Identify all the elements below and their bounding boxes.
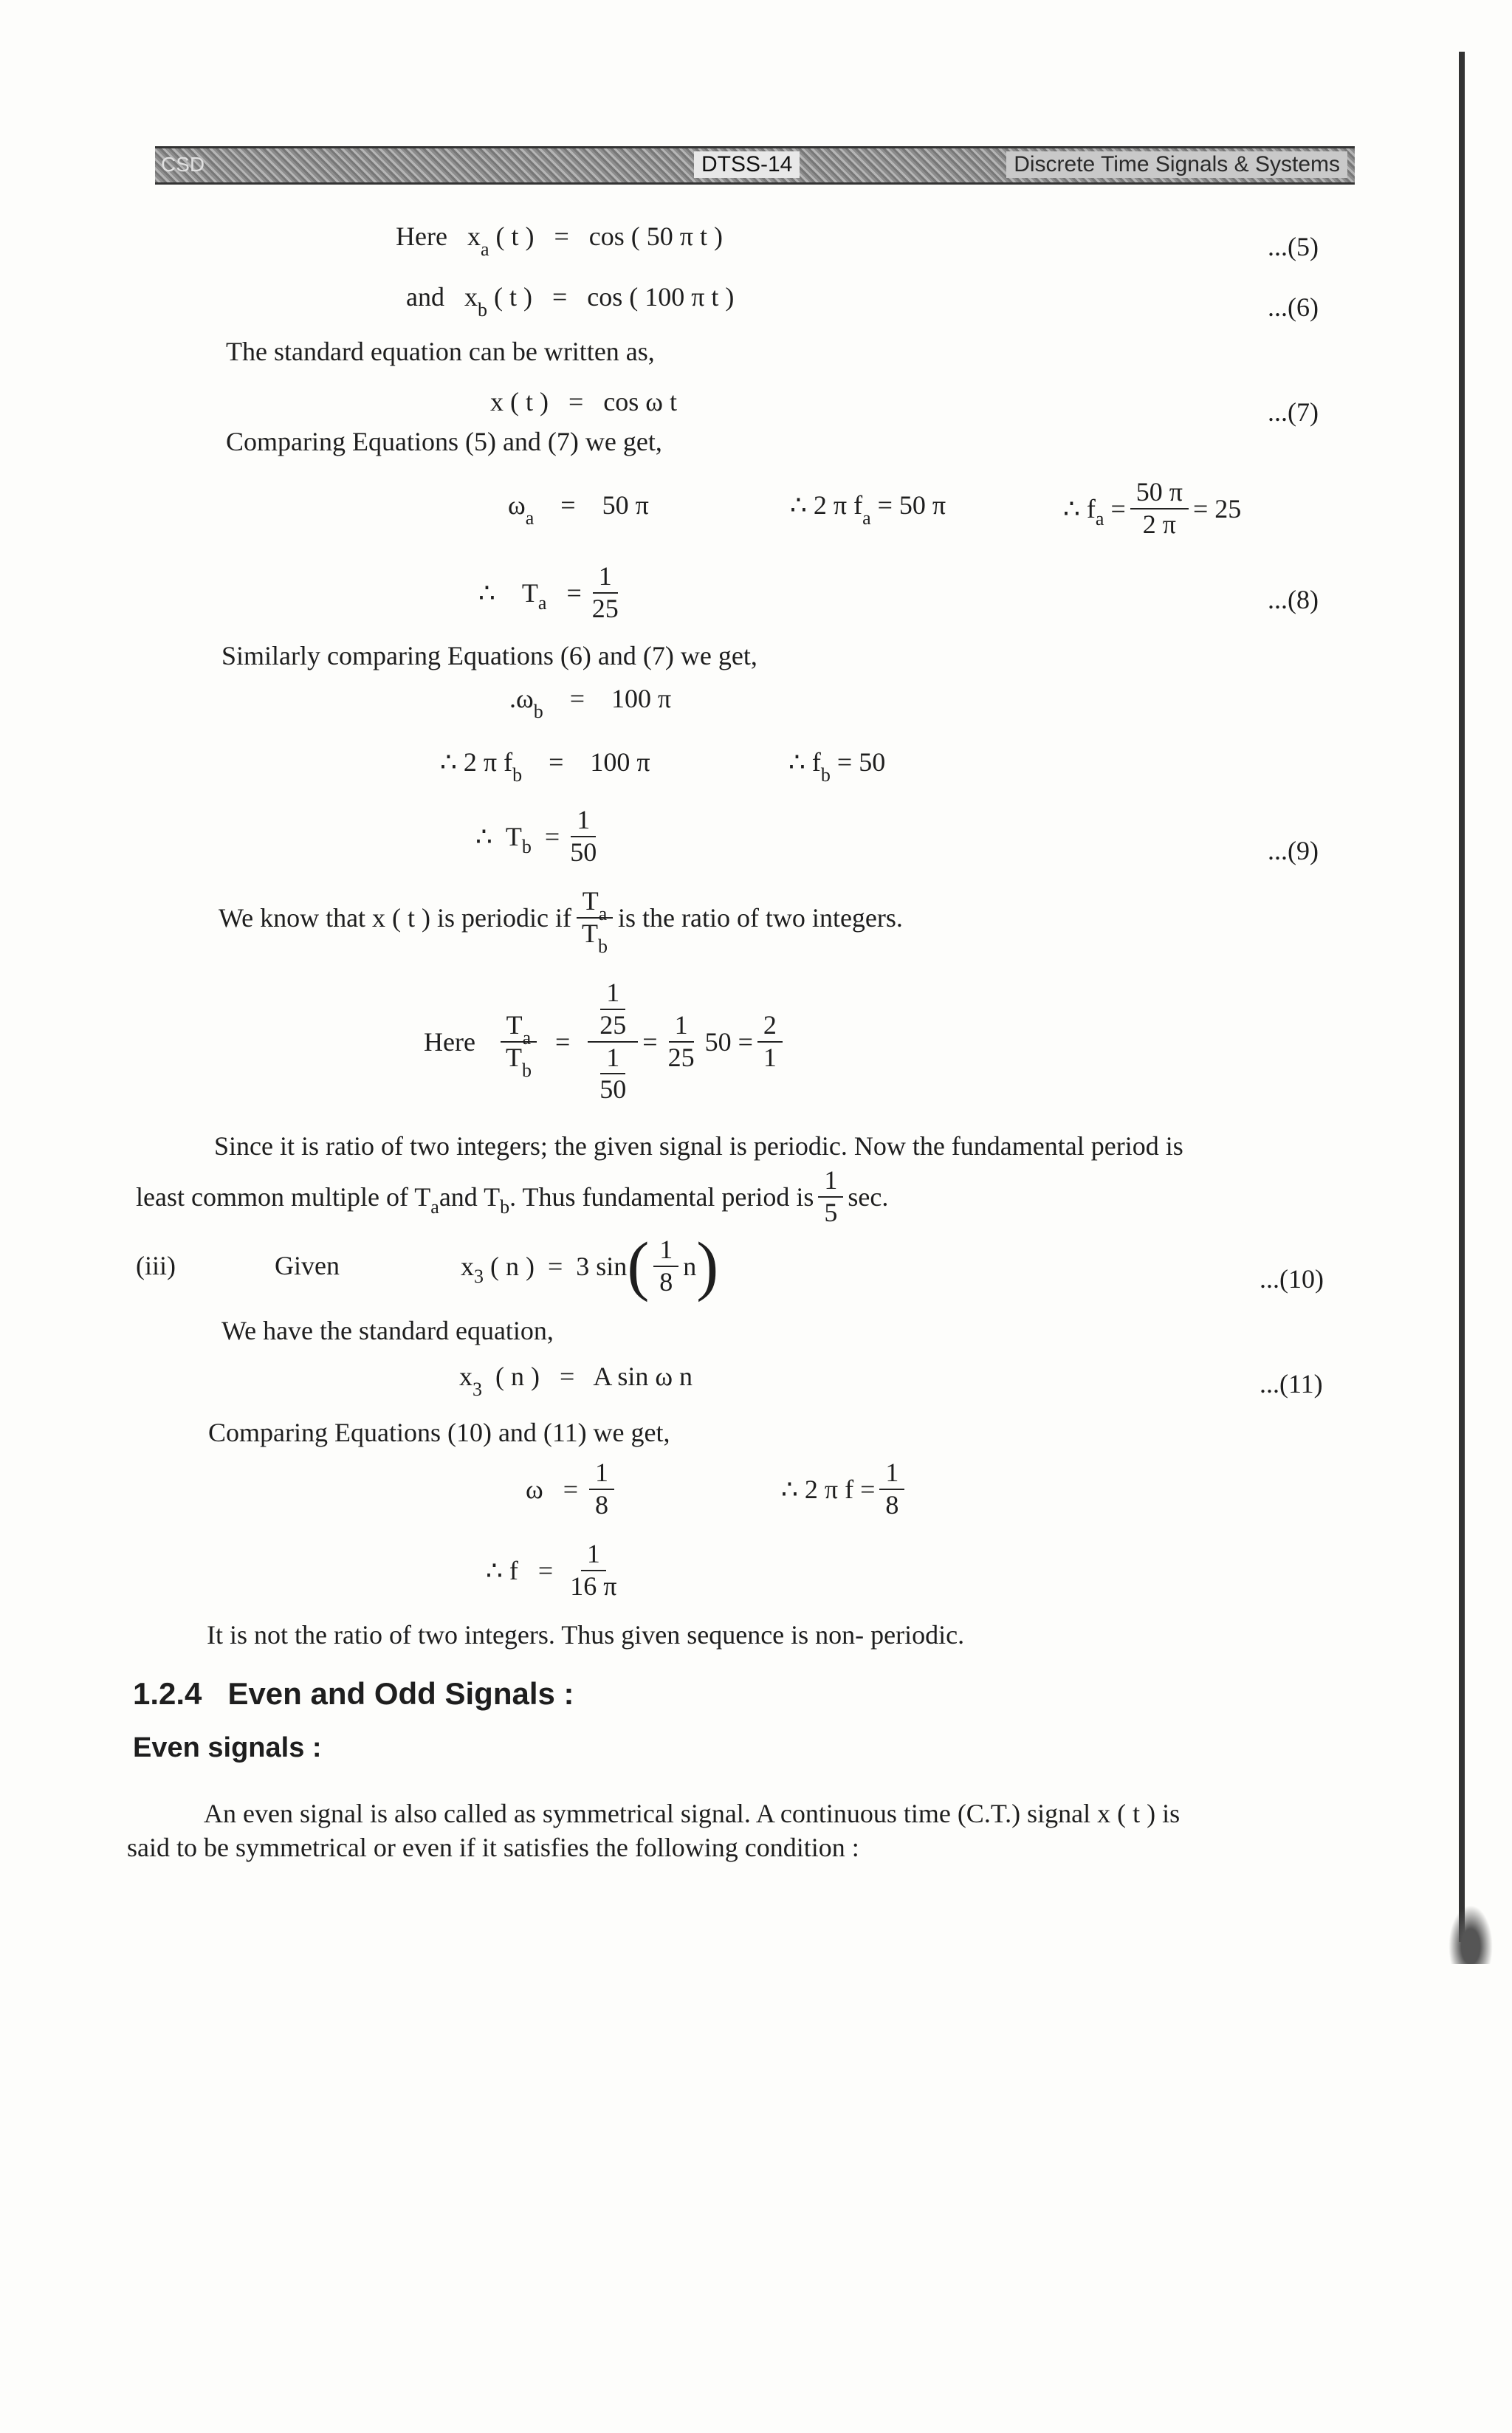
eq10-given: Given [275, 1251, 340, 1280]
fundamental-period-den: 5 [824, 1197, 838, 1227]
ratio-ta-sub: a [522, 1026, 532, 1049]
eq11-lhs: x [459, 1362, 472, 1391]
eq5-sub: a [480, 239, 489, 260]
two-pi-fb [440, 747, 650, 786]
omega-b-equals: = [569, 684, 585, 713]
eq10-roman: (iii) [136, 1251, 176, 1280]
since-line-2-unit: sec. [848, 1181, 889, 1212]
section-number: 1.2.4 [133, 1676, 202, 1711]
eq9-fraction [564, 806, 602, 867]
page-header [155, 146, 1355, 185]
fb-value [788, 747, 886, 786]
eq6-label: and [406, 282, 444, 312]
eq5-arg: ( t ) [495, 222, 535, 251]
fb-pre: ∴ f [788, 747, 821, 777]
ratio-tb-t: T [505, 1042, 522, 1072]
eq6-equals: = [551, 282, 568, 312]
section-title: Even and Odd Signals : [227, 1676, 574, 1711]
omega-3-den: 8 [595, 1489, 609, 1520]
eq8-den: 25 [591, 593, 619, 623]
f-3-den: 16 π [570, 1571, 617, 1601]
two-pi-f-3-num: 1 [879, 1459, 904, 1490]
f-3-equals: = [537, 1555, 554, 1585]
ratio-bot-num: 1 [600, 1044, 625, 1075]
omega-a-rhs: 50 π [602, 490, 649, 520]
periodic-condition-text [219, 886, 903, 957]
since-line-2-sub-a: a [430, 1195, 439, 1218]
fa-pre: ∴ f [1063, 493, 1096, 524]
eq5 [396, 222, 723, 260]
omega-a-lhs: ω [508, 490, 526, 520]
omega-3-fraction [589, 1459, 614, 1520]
eq10-lhs: x [461, 1252, 474, 1281]
fa-fraction-den: 2 π [1142, 509, 1176, 539]
fb-sub: b [820, 764, 831, 786]
two-pi-f-3-den: 8 [885, 1489, 899, 1520]
fa-result: = 25 [1192, 493, 1242, 524]
two-pi-fa-post: = 50 π [870, 490, 946, 520]
fa-equals: = [1110, 493, 1126, 524]
two-pi-f-3-pre: ∴ 2 π f = [781, 1474, 876, 1504]
since-line-1: Since it is ratio of two integers; the given signal is periodic. Now the fundamental period is [214, 1131, 1183, 1161]
eq10-number: ...(10) [1260, 1264, 1324, 1294]
ratio-top-num: 1 [600, 979, 625, 1010]
eq8-equals: = [566, 577, 582, 608]
omega-a-equals: = [560, 490, 576, 520]
eq10-num: 1 [653, 1236, 678, 1267]
omega-b-sub: b [533, 701, 543, 722]
eq8-sub: a [537, 591, 547, 614]
compare-10-11-text: Comparing Equations (10) and (11) we get, [208, 1418, 670, 1447]
eq8-number: ...(8) [1268, 585, 1319, 614]
eq10-sub: 3 [474, 1266, 484, 1287]
periodic-ratio-den-sub: b [597, 935, 608, 957]
eq10-den: 8 [659, 1267, 673, 1297]
eq10-left-paren: ( [627, 1229, 650, 1303]
eq6-number: ...(6) [1268, 292, 1319, 322]
header-title: Discrete Time Signals & Systems [1006, 151, 1347, 178]
two-pi-fb-equals: = [549, 747, 564, 777]
fb-result: = 50 [830, 747, 886, 777]
ratio-equals-2: = [642, 1026, 658, 1057]
periodic-ratio-den-t: T [581, 918, 598, 948]
omega-a-sub: a [525, 507, 535, 529]
omega-b [509, 684, 672, 722]
eq11-number: ...(11) [1260, 1369, 1323, 1399]
omega-a [508, 490, 649, 529]
since-line-2 [136, 1167, 888, 1227]
omega-3-equals: = [563, 1474, 579, 1504]
ratio-ta-tb [500, 1009, 537, 1081]
ratio-ta [501, 1009, 537, 1049]
periodic-text-pre: We know that x ( t ) is periodic if [219, 902, 571, 933]
two-pi-f-3 [781, 1459, 909, 1520]
omega-b-rhs: 100 π [611, 684, 672, 713]
eq11-sub: 3 [472, 1379, 482, 1400]
eq9-number: ...(9) [1268, 836, 1319, 865]
eq8-therefore: ∴ [478, 577, 495, 608]
eq7-number: ...(7) [1268, 397, 1319, 427]
eq9 [475, 806, 607, 867]
eq10-right-paren: ) [696, 1229, 719, 1303]
eq6-rhs: cos ( 100 π t ) [587, 282, 735, 312]
ratio-tb-sub: b [521, 1059, 532, 1081]
since-line-2-sub-b: b [500, 1195, 510, 1218]
paragraph-line-2: said to be symmetrical or even if it satisfies the following condition : [127, 1833, 859, 1862]
since-line-2-post: . Thus fundamental period is [509, 1181, 814, 1212]
ratio-label: Here [424, 1026, 475, 1057]
ratio-bottom-fraction [588, 1043, 638, 1105]
ratio-equation [424, 979, 787, 1104]
subsection-heading: Even signals : [133, 1732, 322, 1763]
omega-3-lhs: ω [526, 1474, 543, 1504]
eq8 [478, 563, 629, 623]
eq11 [459, 1362, 693, 1400]
periodic-ratio-num-t: T [582, 886, 599, 916]
two-pi-fa [790, 490, 946, 529]
eq7-lhs: x ( t ) [490, 387, 549, 416]
standard-equation-text: The standard equation can be written as, [226, 337, 655, 366]
ratio-mid-value: 50 [704, 1026, 732, 1057]
two-pi-fa-sub: a [862, 507, 871, 529]
ratio-top-fraction [588, 979, 638, 1043]
f-3-fraction [564, 1540, 622, 1601]
eq6 [406, 282, 735, 320]
eq10-arg: ( n ) [490, 1252, 535, 1281]
periodic-ratio-fraction [576, 886, 614, 957]
ratio-f3-num: 2 [757, 1012, 783, 1043]
paragraph-line-1: An even signal is also called as symmetrical signal. A continuous time (C.T.) signal x ( t ) is [204, 1799, 1181, 1828]
ratio-f3-den: 1 [763, 1042, 777, 1072]
fundamental-period-fraction [818, 1167, 843, 1227]
f-3-num: 1 [581, 1540, 606, 1571]
periodic-ratio-num [577, 886, 614, 924]
eq10-rhs: 3 sin [576, 1252, 628, 1281]
eq9-therefore: ∴ [475, 821, 492, 851]
ratio-f2-den: 25 [667, 1042, 695, 1072]
eq7-rhs: cos ω t [603, 387, 677, 416]
eq11-arg: ( n ) [495, 1362, 540, 1391]
ratio-bot-den: 50 [599, 1074, 627, 1105]
eq9-num: 1 [571, 806, 596, 837]
section-heading [133, 1676, 574, 1712]
periodic-text-post: is the ratio of two integers. [617, 902, 903, 933]
fundamental-period-num: 1 [818, 1167, 843, 1198]
eq10-fraction [653, 1236, 678, 1297]
ratio-compound-fraction [588, 979, 638, 1104]
eq9-lhs: T [505, 821, 522, 851]
eq10-var: n [683, 1252, 697, 1281]
f-3-lhs: ∴ f [486, 1555, 518, 1585]
eq9-den: 50 [570, 837, 597, 867]
eq8-fraction [586, 563, 625, 623]
ratio-top-den: 25 [599, 1009, 627, 1040]
non-periodic-text: It is not the ratio of two integers. Thus given sequence is non- periodic. [207, 1620, 965, 1650]
eq6-arg: ( t ) [493, 282, 532, 312]
omega-3 [526, 1459, 619, 1520]
eq11-rhs: A sin ω n [593, 1362, 693, 1391]
eq5-lhs: x [467, 222, 481, 251]
ratio-ta-t: T [506, 1009, 523, 1040]
eq10 [461, 1229, 719, 1303]
standard-equation-text-2: We have the standard equation, [221, 1316, 554, 1345]
page-edge-shadow-tail [1449, 1905, 1493, 1964]
eq7 [490, 388, 677, 415]
ratio-fraction-3 [757, 1009, 783, 1072]
two-pi-fb-sub: b [512, 764, 523, 786]
ratio-equals-3: = [738, 1026, 753, 1057]
eq9-sub: b [521, 835, 532, 857]
since-line-2-pre: least common multiple of T [136, 1181, 431, 1212]
eq10-equals: = [547, 1252, 563, 1281]
eq8-num: 1 [593, 563, 618, 594]
ratio-fraction-2 [662, 1009, 701, 1072]
two-pi-fa-pre: ∴ 2 π f [790, 490, 863, 520]
omega-b-lhs: .ω [509, 684, 534, 713]
eq8-lhs: T [521, 577, 538, 608]
two-pi-f-3-fraction [879, 1459, 904, 1520]
ratio-f2-num: 1 [669, 1012, 694, 1043]
header-left-tag: CSD [161, 153, 205, 176]
eq5-number: ...(5) [1268, 232, 1319, 261]
compare-6-7-text: Similarly comparing Equations (6) and (7) we get, [221, 641, 757, 670]
two-pi-fb-pre: ∴ 2 π f [440, 747, 513, 777]
two-pi-fb-rhs: 100 π [590, 747, 650, 777]
eq5-rhs: cos ( 50 π t ) [588, 222, 723, 251]
fa-fraction-num: 50 π [1130, 478, 1189, 509]
eq9-equals: = [544, 821, 560, 851]
fa-value [1063, 478, 1241, 539]
periodic-ratio-num-sub: a [598, 903, 608, 924]
eq5-label: Here [396, 222, 447, 251]
eq6-sub: b [477, 299, 487, 320]
fa-fraction [1130, 478, 1189, 539]
fa-sub: a [1095, 507, 1104, 529]
compare-5-7-text: Comparing Equations (5) and (7) we get, [226, 427, 662, 456]
f-3 [486, 1540, 627, 1601]
header-page-code: DTSS-14 [694, 151, 800, 178]
page-edge-shadow [1459, 52, 1465, 1942]
ratio-equals: = [554, 1026, 571, 1057]
eq5-equals: = [554, 222, 569, 251]
eq11-equals: = [559, 1362, 575, 1391]
since-line-2-and: and T [439, 1181, 501, 1212]
eq6-lhs: x [464, 282, 478, 312]
eq7-equals: = [568, 387, 584, 416]
omega-3-num: 1 [589, 1459, 614, 1490]
periodic-ratio-den [576, 918, 614, 957]
ratio-tb [500, 1042, 537, 1081]
